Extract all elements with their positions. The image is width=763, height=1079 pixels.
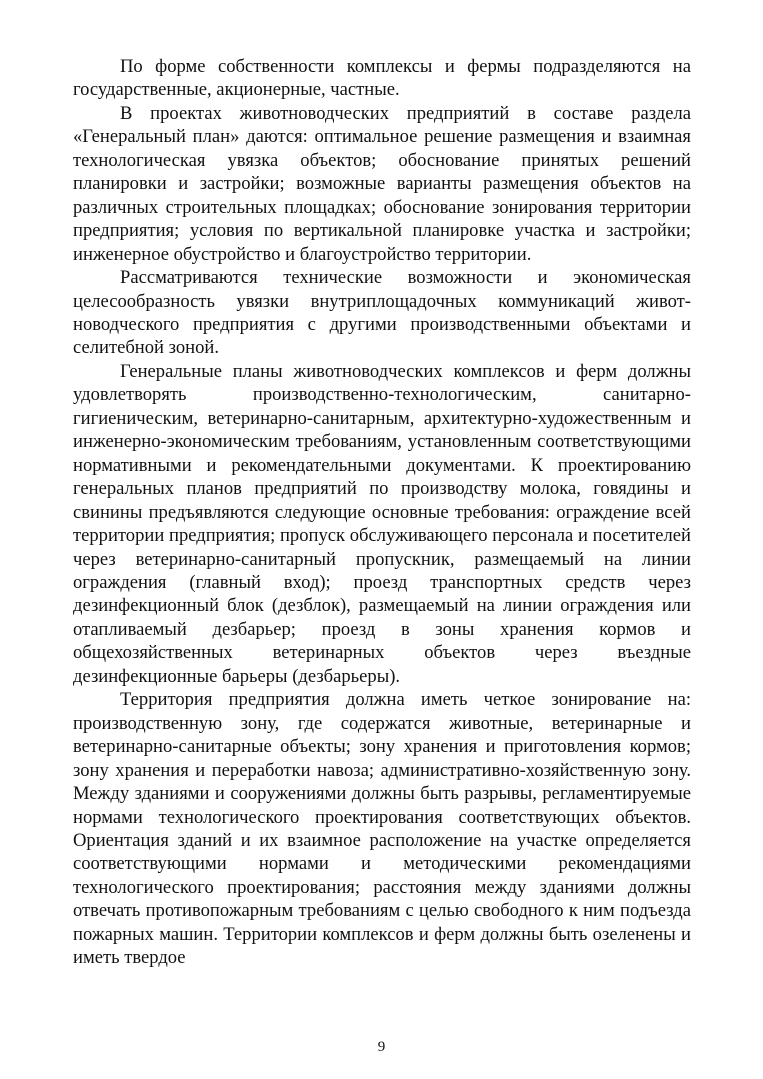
- page-body: [73, 55, 691, 970]
- paragraph-general-plan-contents: В проектах животноводческих предприятий в составе раздела «Генеральный план» даются: оптимальное решение размещения и взаимная технологическая увязка объектов; обоснование принятых решений планировки и застройки; возможные варианты размещения объектов на различных строительных площадках; обоснование зонирования территории предприятия; условия по вертикальной планировке участка и застройки; инженерное обустройство и благоустройство территории.: [73, 102, 691, 265]
- paragraph-general-plan-requirements: Генеральные планы животноводческих комплексов и ферм должны удовлетворять производственно-технологическим, санитарно-гигиеническим, ветеринарно-санитарным, архитектурно-художественным и инженерно-экономическим требованиям, установленным соответствующими нормативными и рекомендательными документами. К проектированию генеральных планов предприятий по производству молока, говядины и свинины предъявляются следующие основные требования: ограждение всей территории предприятия; пропуск обслуживающего персонала и посетителей через ветеринарно-санитарный пропускник, размещаемый на линии ограждения (главный вход); проезд транспортных средств через дезинфекционный блок (дезблок), размещаемый на линии ограждения или отапливаемый дезбарьер; проезд в зоны хранения кормов и общехозяйственных ветеринарных объектов через въездные дезинфекционные барьеры (дезбарьеры).: [73, 360, 691, 687]
- paragraph-territory-zoning: Территория предприятия должна иметь четкое зонирование на: производственную зону, где содержатся животные, ветеринарные и ветеринарно-санитарные объекты; зону хранения и приготовления кормов; зону хранения и переработки навоза; административно-хозяйственную зону. Между зданиями и сооружениями должны быть разрывы, регламентируемые нормами технологического проектирования соответствующих объектов. Ориентация зданий и их взаимное расположение на участке определяется соответствующими нормами и методическими рекомендациями технологического проектирования; расстояния между зданиями должны отвечать противопожарным требованиям с целью свободного к ним подъезда пожарных машин. Территории комплексов и ферм должны быть озеленены и иметь твердое: [73, 689, 691, 969]
- paragraph-ownership-forms: По форме собственности комплексы и фермы подразделяются на государственные, акционерные, частные.: [73, 56, 691, 101]
- page-number: 9: [377, 1039, 386, 1055]
- paragraph-communications: Рассматриваются технические возможности и экономическая целесообразность увязки внутриплощадочных коммуникаций животноводческого предприятия с другими производственными объектами и селитебной зоной.: [73, 267, 691, 359]
